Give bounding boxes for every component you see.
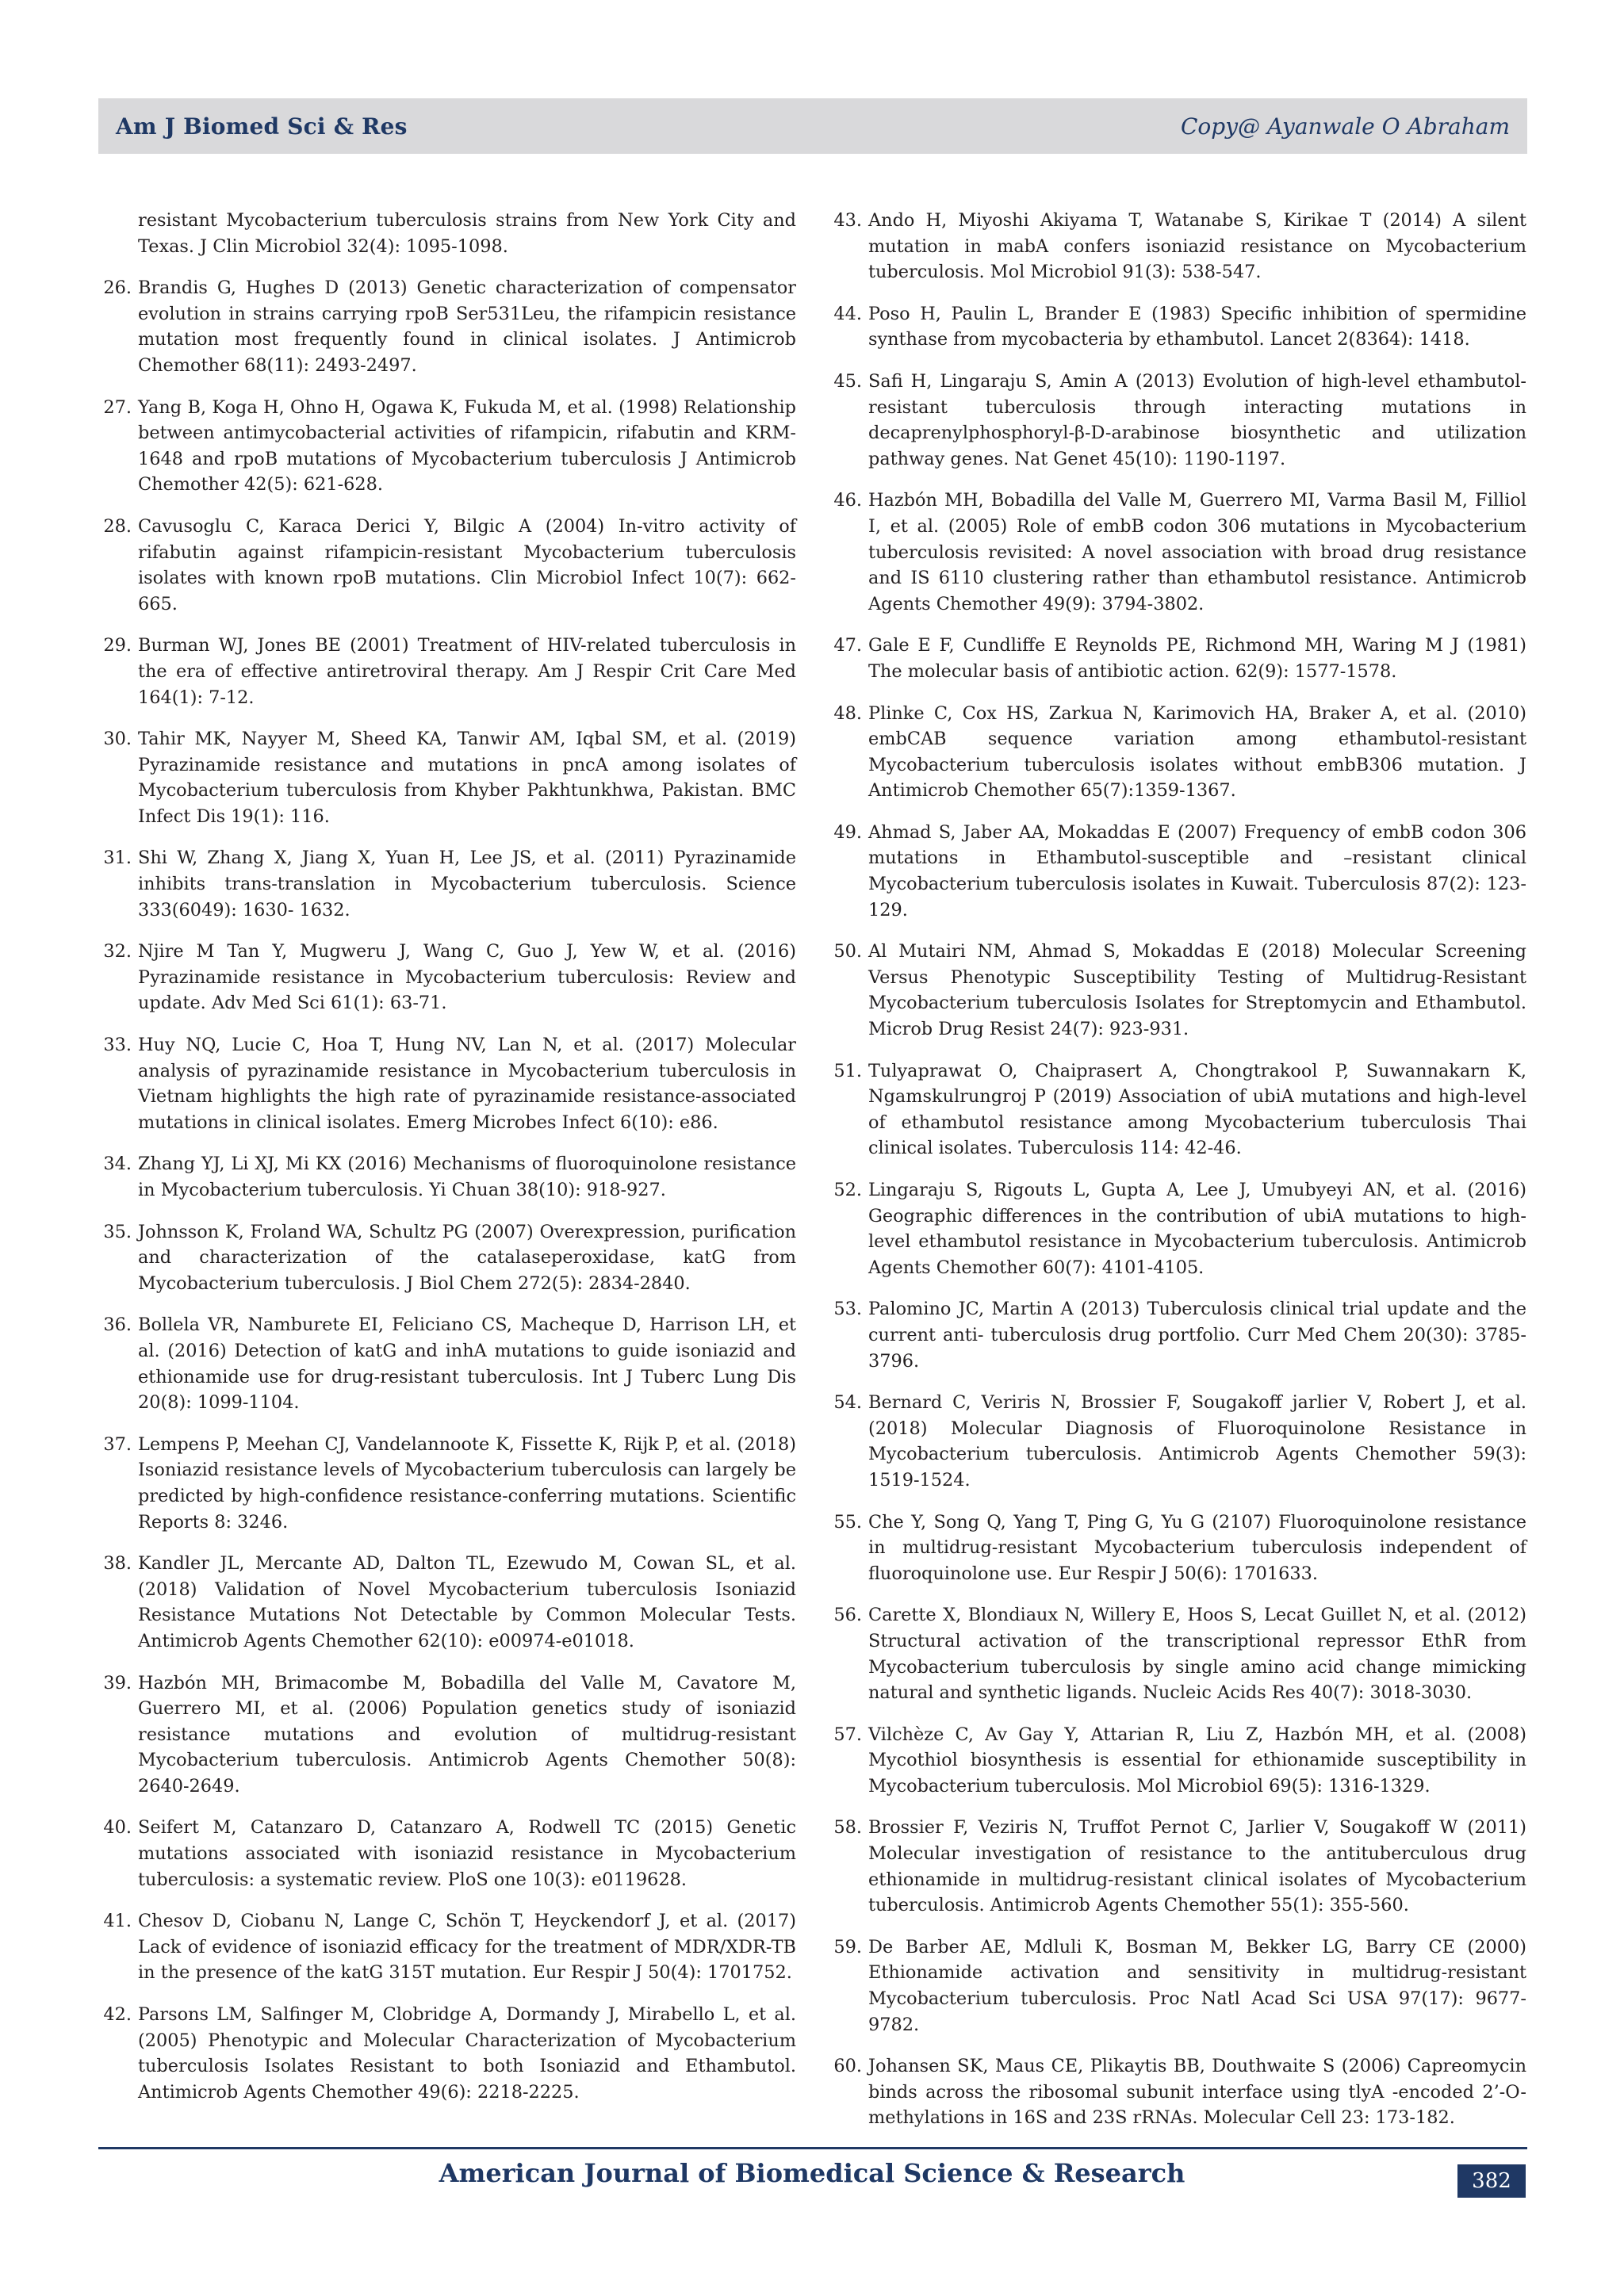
reference-text: Tahir MK, Nayyer M, Sheed KA, Tanwir AM, Iqbal SM, et al. (2019) Pyrazinamide resistance and mutations in pncA among isolates of Mycobacterium tuberculosis from Khyber Pakhtunkhwa, Pakistan. BMC Infect Dis 19(1): 116. (138, 729, 796, 827)
reference-text: Tulyaprawat O, Chaiprasert A, Chongtrakool P, Suwannakarn K, Ngamskulrungroj P (2019) Association of ubiA mutations and high-level of ethambutol resistance among Mycobacterium tuberculosis Thai clinical isolates. Tuberculosis 114: 42-46. (868, 1060, 1526, 1159)
reference-entry (829, 1177, 1526, 1280)
reference-text: Palomino JC, Martin A (2013) Tuberculosis clinical trial update and the current anti- tuberculosis drug portfolio. Curr Med Chem 20(30): 3785-3796. (868, 1299, 1526, 1372)
reference-number: 48. (833, 702, 862, 724)
reference-text: Carette X, Blondiaux N, Willery E, Hoos S, Lecat Guillet N, et al. (2012) Structural activation of the transcriptional repressor EthR from Mycobacterium tuberculosis by single amino acid change mimicking natural and synthetic ligands. Nucleic Acids Res 40(7): 3018-3030. (868, 1605, 1526, 1704)
reference-text: Plinke C, Cox HS, Zarkua N, Karimovich HA, Braker A, et al. (2010) embCAB sequence variation among ethambutol-resistant Mycobacterium tuberculosis isolates without embB306 mutation. J Antimicrob Chemother 65(7):1359-1367. (868, 702, 1526, 802)
reference-entry (829, 208, 1526, 285)
reference-number: 32. (103, 941, 132, 962)
reference-entry (98, 1032, 796, 1135)
reference-text: Bernard C, Veriris N, Brossier F, Sougakoff jarlier V, Robert J, et al. (2018) Molecular Diagnosis of Fluoroquinolone Resistance in Mycobacterium tuberculosis. Antimicrob Agents Chemother 59(3): 1519-1524. (868, 1392, 1526, 1490)
references-right-column (829, 208, 1526, 2147)
reference-entry (829, 2053, 1526, 2131)
reference-entry (98, 1312, 796, 1415)
reference-entry (98, 1815, 796, 1892)
reference-number: 37. (103, 1433, 132, 1455)
reference-entry (98, 1432, 796, 1535)
reference-number: 60. (833, 2056, 862, 2077)
reference-text: Safi H, Lingaraju S, Amin A (2013) Evolution of high-level ethambutol-resistant tuberculosis through interacting mutations in decaprenylphosphoryl-β-D-arabinose biosynthetic and utilization pathway genes. Nat Genet 45(10): 1190-1197. (868, 370, 1526, 469)
reference-text: Lempens P, Meehan CJ, Vandelannoote K, Fissette K, Rijk P, et al. (2018) Isoniazid resistance levels of Mycobacterium tuberculosis can largely be predicted by high-confidence resistance-conferring mutations. Scientific Reports 8: 3246. (138, 1433, 796, 1533)
reference-entry (829, 1815, 1526, 1918)
reference-number: 36. (103, 1314, 132, 1336)
reference-text: Zhang YJ, Li XJ, Mi KX (2016) Mechanisms of fluoroquinolone resistance in Mycobacterium tuberculosis. Yi Chuan 38(10): 918-927. (138, 1154, 796, 1200)
reference-text: Njire M Tan Y, Mugweru J, Wang C, Guo J, Yew W, et al. (2016) Pyrazinamide resistance in Mycobacterium tuberculosis: Review and update. Adv Med Sci 61(1): 63-71. (138, 941, 796, 1014)
reference-number: 50. (833, 941, 862, 962)
reference-text: Vilchèze C, Av Gay Y, Attarian R, Liu Z, Hazbón MH, et al. (2008) Mycothiol biosynthesis is essential for ethionamide susceptibility in Mycobacterium tuberculosis. Mol Microbiol 69(5): 1316-1329. (868, 1724, 1526, 1797)
reference-number: 55. (833, 1511, 862, 1533)
reference-entry (98, 726, 796, 829)
reference-entry (829, 369, 1526, 472)
reference-number: 31. (103, 848, 132, 869)
reference-text: Johnsson K, Froland WA, Schultz PG (2007) Overexpression, purification and characterization of the catalaseperoxidase, katG from Mycobacterium tuberculosis. J Biol Chem 272(5): 2834-2840. (138, 1221, 796, 1294)
reference-text: Brandis G, Hughes D (2013) Genetic characterization of compensator evolution in strains carrying rpoB Ser531Leu, the rifampicin resistance mutation most frequently found in clinical isolates. J Antimicrob Chemother 68(11): 2493-2497. (138, 277, 796, 376)
reference-entry (829, 1934, 1526, 2038)
reference-entry (98, 1551, 796, 1654)
reference-number: 53. (833, 1299, 862, 1320)
reference-entry (829, 488, 1526, 617)
reference-number: 26. (103, 277, 132, 299)
reference-number: 47. (833, 635, 862, 656)
reference-number: 33. (103, 1035, 132, 1056)
references-left-column (98, 208, 796, 2121)
reference-entry (829, 633, 1526, 684)
reference-entry (98, 208, 796, 259)
reference-number: 42. (103, 2004, 132, 2026)
reference-text: Burman WJ, Jones BE (2001) Treatment of HIV-related tuberculosis in the era of effective antiretroviral therapy. Am J Respir Crit Care Med 164(1): 7-12. (138, 635, 796, 708)
reference-entry (829, 939, 1526, 1042)
reference-text: Al Mutairi NM, Ahmad S, Mokaddas E (2018) Molecular Screening Versus Phenotypic Susceptibility Testing of Multidrug-Resistant Mycobacterium tuberculosis Isolates for Streptomycin and Ethambutol. Microb Drug Resist 24(7): 923-931. (868, 941, 1526, 1040)
reference-entry (829, 701, 1526, 804)
reference-number: 54. (833, 1392, 862, 1414)
reference-text: Kandler JL, Mercante AD, Dalton TL, Ezewudo M, Cowan SL, et al. (2018) Validation of Novel Mycobacterium tuberculosis Isoniazid Resistance Mutations Not Detectable by Common Molecular Tests. Antimicrob Agents Chemother 62(10): e00974-e01018. (138, 1553, 796, 1651)
reference-number: 45. (833, 370, 862, 392)
reference-entry (98, 514, 796, 617)
reference-number: 27. (103, 396, 132, 418)
reference-number: 30. (103, 729, 132, 750)
running-header (98, 98, 1527, 154)
reference-text: Seifert M, Catanzaro D, Catanzaro A, Rodwell TC (2015) Genetic mutations associated with isoniazid resistance in Mycobacterium tuberculosis: a systematic review. PloS one 10(3): e0119628. (138, 1817, 796, 1890)
reference-number: 44. (833, 303, 862, 324)
reference-number: 58. (833, 1817, 862, 1839)
reference-number: 46. (833, 490, 862, 511)
reference-entry (829, 1510, 1526, 1587)
reference-entry (829, 301, 1526, 353)
reference-entry (829, 1296, 1526, 1374)
reference-entry (98, 275, 796, 378)
reference-number: 52. (833, 1180, 862, 1200)
reference-text: Hazbón MH, Brimacombe M, Bobadilla del Valle M, Cavatore M, Guerrero MI, et al. (2006) Population genetics study of isoniazid resistance mutations and evolution of multidrug-resistant Mycobacterium tuberculosis. Antimicrob Agents Chemother 50(8): 2640-2649. (138, 1672, 796, 1797)
reference-number: 38. (103, 1553, 132, 1575)
reference-entry (98, 939, 796, 1016)
reference-number: 57. (833, 1724, 862, 1745)
reference-text: Hazbón MH, Bobadilla del Valle M, Guerrero MI, Varma Basil M, Filliol I, et al. (2005) Role of embB codon 306 mutations in Mycobacterium tuberculosis revisited: A novel association with broad drug resistance and IS 6110 clustering rather than ethambutol resistance. Antimicrob Agents Chemother 49(9): 3794-3802. (868, 490, 1526, 614)
journal-short-title: Am J Biomed Sci & Res (116, 113, 408, 140)
reference-text: Poso H, Paulin L, Brander E (1983) Specific inhibition of spermidine synthase from mycobacteria by ethambutol. Lancet 2(8364): 1418. (868, 303, 1526, 350)
reference-text: Parsons LM, Salfinger M, Clobridge A, Dormandy J, Mirabello L, et al. (2005) Phenotypic and Molecular Characterization of Mycobacterium tuberculosis Isolates Resistant to both Isoniazid and Ethambutol. Antimicrob Agents Chemother 49(6): 2218-2225. (138, 2004, 796, 2103)
reference-entry (98, 845, 796, 923)
reference-number: 29. (103, 635, 132, 656)
reference-number: 41. (103, 1911, 132, 1932)
reference-entry (98, 1908, 796, 1986)
reference-text: Bollela VR, Namburete EI, Feliciano CS, Macheque D, Harrison LH, et al. (2016) Detection of katG and inhA mutations to guide isoniazid and ethionamide use for drug-resistant tuberculosis. Int J Tuberc Lung Dis 20(8): 1099-1104. (138, 1314, 796, 1414)
reference-text: Ahmad S, Jaber AA, Mokaddas E (2007) Frequency of embB codon 306 mutations in Ethambutol-susceptible and –resistant clinical Mycobacterium tuberculosis isolates in Kuwait. Tuberculosis 87(2): 123-129. (868, 821, 1526, 920)
reference-number: 43. (833, 210, 862, 231)
reference-entry (98, 2002, 796, 2105)
reference-text: Gale E F, Cundliffe E Reynolds PE, Richmond MH, Waring M J (1981) The molecular basis of antibiotic action. 62(9): 1577-1578. (868, 635, 1526, 682)
reference-text: Cavusoglu C, Karaca Derici Y, Bilgic A (2004) In-vitro activity of rifabutin against rifampicin-resistant Mycobacterium tuberculosis isolates with known rpoB mutations. Clin Microbiol Infect 10(7): 662-665. (138, 515, 796, 614)
reference-number: 51. (833, 1060, 862, 1081)
reference-text: Yang B, Koga H, Ohno H, Ogawa K, Fukuda M, et al. (1998) Relationship between antimycobacterial activities of rifampicin, rifabutin and KRM-1648 and rpoB mutations of Mycobacterium tuberculosis J Antimicrob Chemother 42(5): 621-628. (138, 396, 796, 496)
reference-text: Lingaraju S, Rigouts L, Gupta A, Lee J, Umubyeyi AN, et al. (2016) Geographic differences in the contribution of ubiA mutations to high-level ethambutol resistance in Mycobacterium tuberculosis. Antimicrob Agents Chemother 60(7): 4101-4105. (868, 1180, 1526, 1278)
reference-number: 40. (103, 1817, 132, 1839)
reference-entry (98, 1151, 796, 1203)
reference-text: Shi W, Zhang X, Jiang X, Yuan H, Lee JS, et al. (2011) Pyrazinamide inhibits trans-translation in Mycobacterium tuberculosis. Science 333(6049): 1630- 1632. (138, 848, 796, 920)
reference-text: Huy NQ, Lucie C, Hoa T, Hung NV, Lan N, et al. (2017) Molecular analysis of pyrazinamide resistance in Mycobacterium tuberculosis in Vietnam highlights the high rate of pyrazinamide resistance-associated mutations in clinical isolates. Emerg Microbes Infect 6(10): e86. (138, 1035, 796, 1133)
reference-text: resistant Mycobacterium tuberculosis strains from New York City and Texas. J Clin Microbiol 32(4): 1095-1098. (138, 210, 796, 257)
reference-entry (98, 1219, 796, 1297)
reference-number: 56. (833, 1605, 862, 1626)
footer-journal-title: American Journal of Biomedical Science & Research (439, 2158, 1185, 2188)
reference-text: Che Y, Song Q, Yang T, Ping G, Yu G (2107) Fluoroquinolone resistance in multidrug-resistant Mycobacterium tuberculosis independent of fluoroquinolone use. Eur Respir J 50(6): 1701633. (868, 1511, 1526, 1584)
reference-number: 34. (103, 1154, 132, 1175)
reference-entry (98, 1670, 796, 1800)
footer-divider (98, 2147, 1527, 2149)
reference-entry (829, 820, 1526, 923)
reference-text: Brossier F, Veziris N, Truffot Pernot C, Jarlier V, Sougakoff W (2011) Molecular investigation of resistance to the antituberculous drug ethionamide in multidrug-resistant clinical isolates of Mycobacterium tuberculosis. Antimicrob Agents Chemother 55(1): 355-560. (868, 1817, 1526, 1916)
reference-entry (98, 395, 796, 498)
reference-entry (829, 1602, 1526, 1705)
reference-number: 35. (103, 1221, 132, 1242)
reference-number: 59. (833, 1936, 862, 1957)
reference-number: 49. (833, 821, 862, 843)
reference-entry (829, 1390, 1526, 1493)
reference-entry (829, 1058, 1526, 1161)
reference-text: Chesov D, Ciobanu N, Lange C, Schön T, Heyckendorf J, et al. (2017) Lack of evidence of isoniazid efficacy for the treatment of MDR/XDR-TB in the presence of the katG 315T mutation. Eur Respir J 50(4): 1701752. (138, 1911, 796, 1984)
reference-text: Ando H, Miyoshi Akiyama T, Watanabe S, Kirikae T (2014) A silent mutation in mabA confers isoniazid resistance on Mycobacterium tuberculosis. Mol Microbiol 91(3): 538-547. (868, 210, 1526, 283)
copyright-notice: Copy@ Ayanwale O Abraham (1181, 113, 1510, 140)
reference-entry (98, 633, 796, 710)
page-number: 382 (1457, 2164, 1526, 2198)
reference-number: 39. (103, 1672, 132, 1693)
reference-number: 28. (103, 515, 132, 537)
reference-entry (829, 1722, 1526, 1800)
reference-text: Johansen SK, Maus CE, Plikaytis BB, Douthwaite S (2006) Capreomycin binds across the ribosomal subunit interface using tlyA -encoded 2’-O-methylations in 16S and 23S rRNAs. Molecular Cell 23: 173-182. (868, 2056, 1526, 2129)
reference-text: De Barber AE, Mdluli K, Bosman M, Bekker LG, Barry CE (2000) Ethionamide activation and sensitivity in multidrug-resistant Mycobacterium tuberculosis. Proc Natl Acad Sci USA 97(17): 9677-9782. (868, 1936, 1526, 2035)
